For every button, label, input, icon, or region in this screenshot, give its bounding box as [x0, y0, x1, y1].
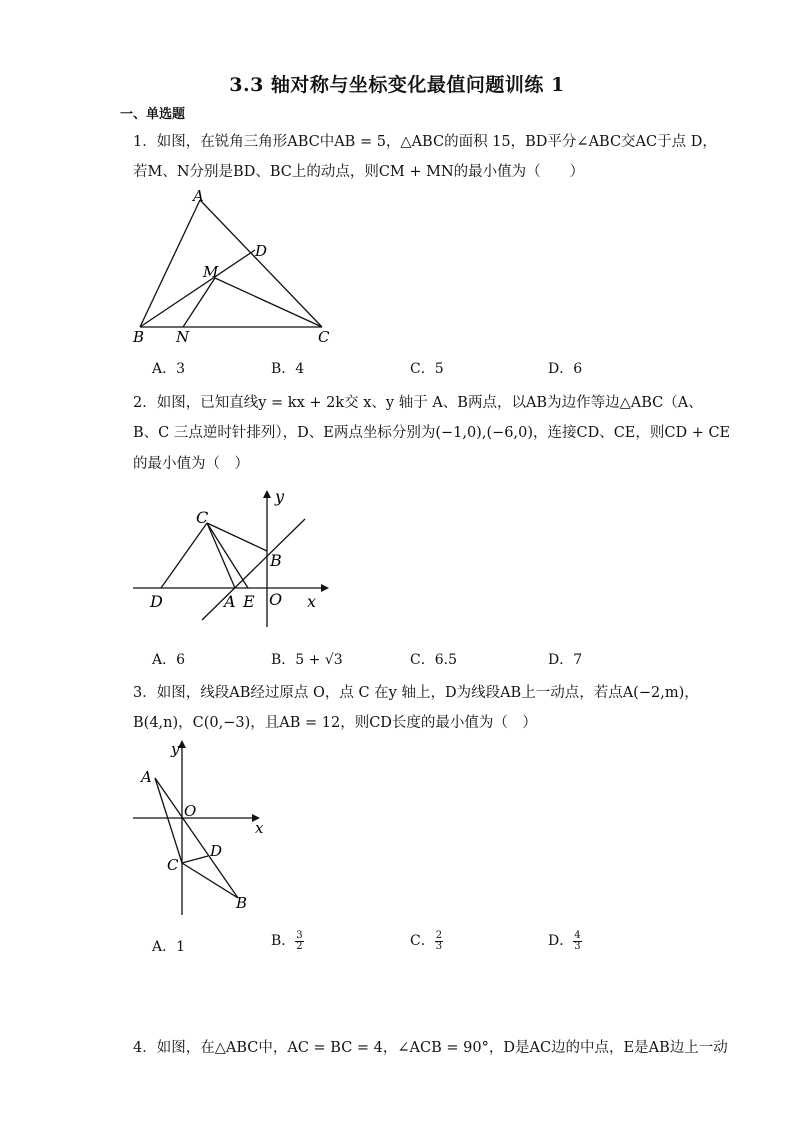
q3-option-c-prefix: C．	[410, 933, 435, 949]
section-heading: 一、单选题	[120, 107, 186, 122]
q2-text-line1: 2．如图，已知直线y = kx + 2k交 x、y 轴于 A、B两点，以AB为边作等边△ABC（A、	[133, 395, 703, 411]
q2-segment-ca	[207, 523, 235, 588]
q1-segment-cm	[215, 278, 322, 327]
q1-option-c[interactable]: C．5	[410, 361, 444, 377]
q3-option-d-fraction	[573, 931, 581, 952]
q3-option-d[interactable]	[548, 930, 582, 952]
q3-option-d-prefix: D．	[548, 933, 574, 949]
q3-label-o: O	[184, 802, 197, 820]
q3-label-c: C	[167, 856, 179, 874]
q1-label-c: C	[318, 328, 330, 346]
page-title: 3.3 轴对称与坐标变化最值问题训练 1	[229, 74, 565, 96]
q2-option-a[interactable]: A．6	[152, 652, 186, 668]
q3-option-b-prefix: B．	[271, 933, 296, 949]
q1-segment-mn	[183, 278, 215, 327]
q1-text-line1: 1．如图，在锐角三角形ABC中AB = 5，△ABC的面积 15，BD平分∠ABC交AC于点 D，	[133, 134, 717, 150]
q3-label-a: A	[141, 768, 152, 786]
q3-option-c-fraction	[435, 931, 443, 952]
q2-label-x: x	[307, 592, 317, 611]
q1-label-m: M	[203, 263, 219, 281]
q3-option-d-numerator: 4	[574, 929, 581, 941]
q2-x-axis-arrow	[321, 584, 329, 592]
q1-option-b[interactable]: B．4	[271, 361, 305, 377]
q1-label-b: B	[133, 328, 145, 346]
q3-text-line1: 3．如图，线段AB经过原点 O，点 C 在y 轴上，D为线段AB上一动点，若点A(−2,m)，	[133, 685, 699, 701]
q1-option-a[interactable]: A．3	[152, 361, 186, 377]
q3-option-a[interactable]: A．1	[152, 939, 186, 955]
q2-label-d: D	[150, 592, 163, 611]
q1-label-a: A	[193, 187, 204, 205]
q1-label-n: N	[176, 328, 190, 346]
q2-text-line2: B、C 三点逆时针排列），D、E两点坐标分别为(−1,0),(−6,0)，连接CD、CE，则CD + CE	[133, 425, 731, 441]
q3-label-y: y	[171, 740, 180, 758]
q3-label-x: x	[255, 819, 264, 837]
q4-text-line1: 4．如图，在△ABC中，AC = BC = 4，∠ACB = 90°，D是AC边的中点，E是AB边上一动	[133, 1040, 728, 1056]
q3-segment-ac	[155, 778, 182, 863]
q2-segment-dc	[161, 523, 207, 588]
q3-coordinate-figure	[125, 738, 275, 918]
q2-option-b[interactable]: B．5 + √3	[271, 652, 343, 668]
q2-text-line3: 的最小值为（ ）	[133, 456, 249, 472]
q3-segment-cd	[182, 856, 208, 863]
q3-segment-ab	[155, 778, 238, 898]
q3-text-line2: B(4,n)，C(0,−3)，且AB = 12，则CD长度的最小值为（ ）	[133, 715, 537, 731]
q2-label-o: O	[269, 590, 283, 609]
q2-label-c: C	[196, 508, 209, 527]
q3-option-d-denominator: 3	[574, 940, 581, 952]
q3-option-b-fraction	[295, 931, 303, 952]
q3-option-b-denominator: 2	[296, 940, 303, 952]
q1-label-d: D	[255, 242, 268, 260]
q3-option-b-numerator: 3	[296, 929, 303, 941]
q3-label-d: D	[210, 842, 223, 860]
q3-option-c[interactable]	[410, 930, 443, 952]
q2-y-axis-arrow	[263, 490, 271, 498]
q2-option-c[interactable]: C．6.5	[410, 652, 457, 668]
q2-coordinate-figure	[125, 485, 335, 635]
q1-option-d[interactable]: D．6	[548, 361, 583, 377]
q3-label-b: B	[236, 894, 248, 912]
q1-triangle-figure	[120, 185, 350, 350]
q1-text-line2: 若M、N分别是BD、BC上的动点，则CM + MN的最小值为（ ）	[133, 164, 585, 180]
q2-option-d[interactable]: D．7	[548, 652, 583, 668]
q2-label-e: E	[243, 592, 255, 611]
q2-label-y: y	[275, 487, 285, 506]
q3-option-b[interactable]	[271, 930, 304, 952]
q3-option-c-numerator: 2	[435, 929, 443, 941]
q2-label-a: A	[224, 592, 236, 611]
q3-option-c-denominator: 3	[435, 940, 443, 952]
q2-label-b: B	[270, 551, 282, 570]
q1-edge-ab	[140, 200, 200, 327]
q3-segment-cb	[182, 863, 238, 898]
